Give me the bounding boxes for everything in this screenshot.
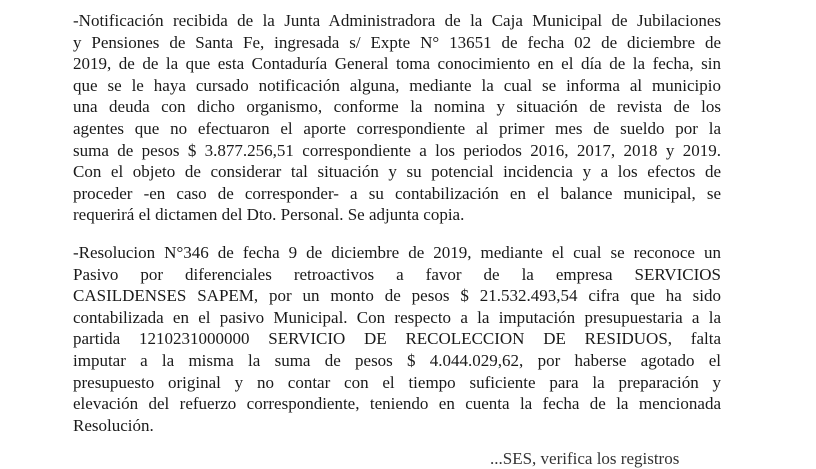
text-line: elevación del refuerzo correspondiente, teniendo en cuenta la fecha de la mencionada	[73, 394, 721, 414]
cut-off-text-line	[490, 448, 730, 468]
paragraph-resolucion	[73, 242, 721, 436]
text-line: Resolución.	[73, 415, 154, 435]
text-line: CASILDENSES SAPEM, por un monto de pesos $ 21.532.493,54 cifra que ha sido	[73, 286, 721, 306]
text-line: Pasivo por diferenciales retroactivos a favor de la empresa SERVICIOS	[73, 264, 721, 284]
text-line: suma de pesos $ 3.877.256,51 correspondiente a los periodos 2016, 2017, 2018 y 2019.	[73, 140, 721, 160]
text-line: proceder -en caso de corresponder- a su contabilización en el balance municipal, se	[73, 183, 721, 203]
text-line: presupuesto original y no contar con el tiempo suficiente para la preparación y	[73, 372, 721, 392]
text-line: contabilizada en el pasivo Municipal. Con respecto a la imputación presupuestaria a la	[73, 307, 721, 327]
cut-off-text: ...SES, verifica los registros	[490, 449, 680, 468]
text-line: -Resolucion N°346 de fecha 9 de diciembre de 2019, mediante el cual se reconoce un	[73, 243, 721, 262]
paragraph-notificacion	[73, 10, 721, 226]
text-line: requerirá el dictamen del Dto. Personal. Se adjunta copia.	[73, 205, 465, 225]
text-line: y Pensiones de Santa Fe, ingresada s/ Expte N° 13651 de fecha 02 de diciembre de	[73, 32, 721, 52]
text-line: -Notificación recibida de la Junta Administradora de la Caja Municipal de Jubilaciones	[73, 11, 721, 30]
text-line: agentes que no efectuaron el aporte correspondiente al primer mes de sueldo por la	[73, 118, 721, 138]
text-line: Con el objeto de considerar tal situación y su potencial incidencia y a los efectos de	[73, 162, 721, 182]
text-line: una deuda con dicho organismo, conforme la nomina y situación de revista de los	[73, 97, 721, 117]
text-line: 2019, de de la que esta Contaduría General toma conocimiento en el día de la fecha, sin	[73, 54, 721, 74]
text-line: partida 1210231000000 SERVICIO DE RECOLECCION DE RESIDUOS, falta	[73, 329, 721, 349]
text-line: imputar a la misma la suma de pesos $ 4.044.029,62, por haberse agotado el	[73, 350, 721, 370]
text-line: que se le haya cursado notificación alguna, mediante la cual se informa al municipio	[73, 75, 721, 95]
